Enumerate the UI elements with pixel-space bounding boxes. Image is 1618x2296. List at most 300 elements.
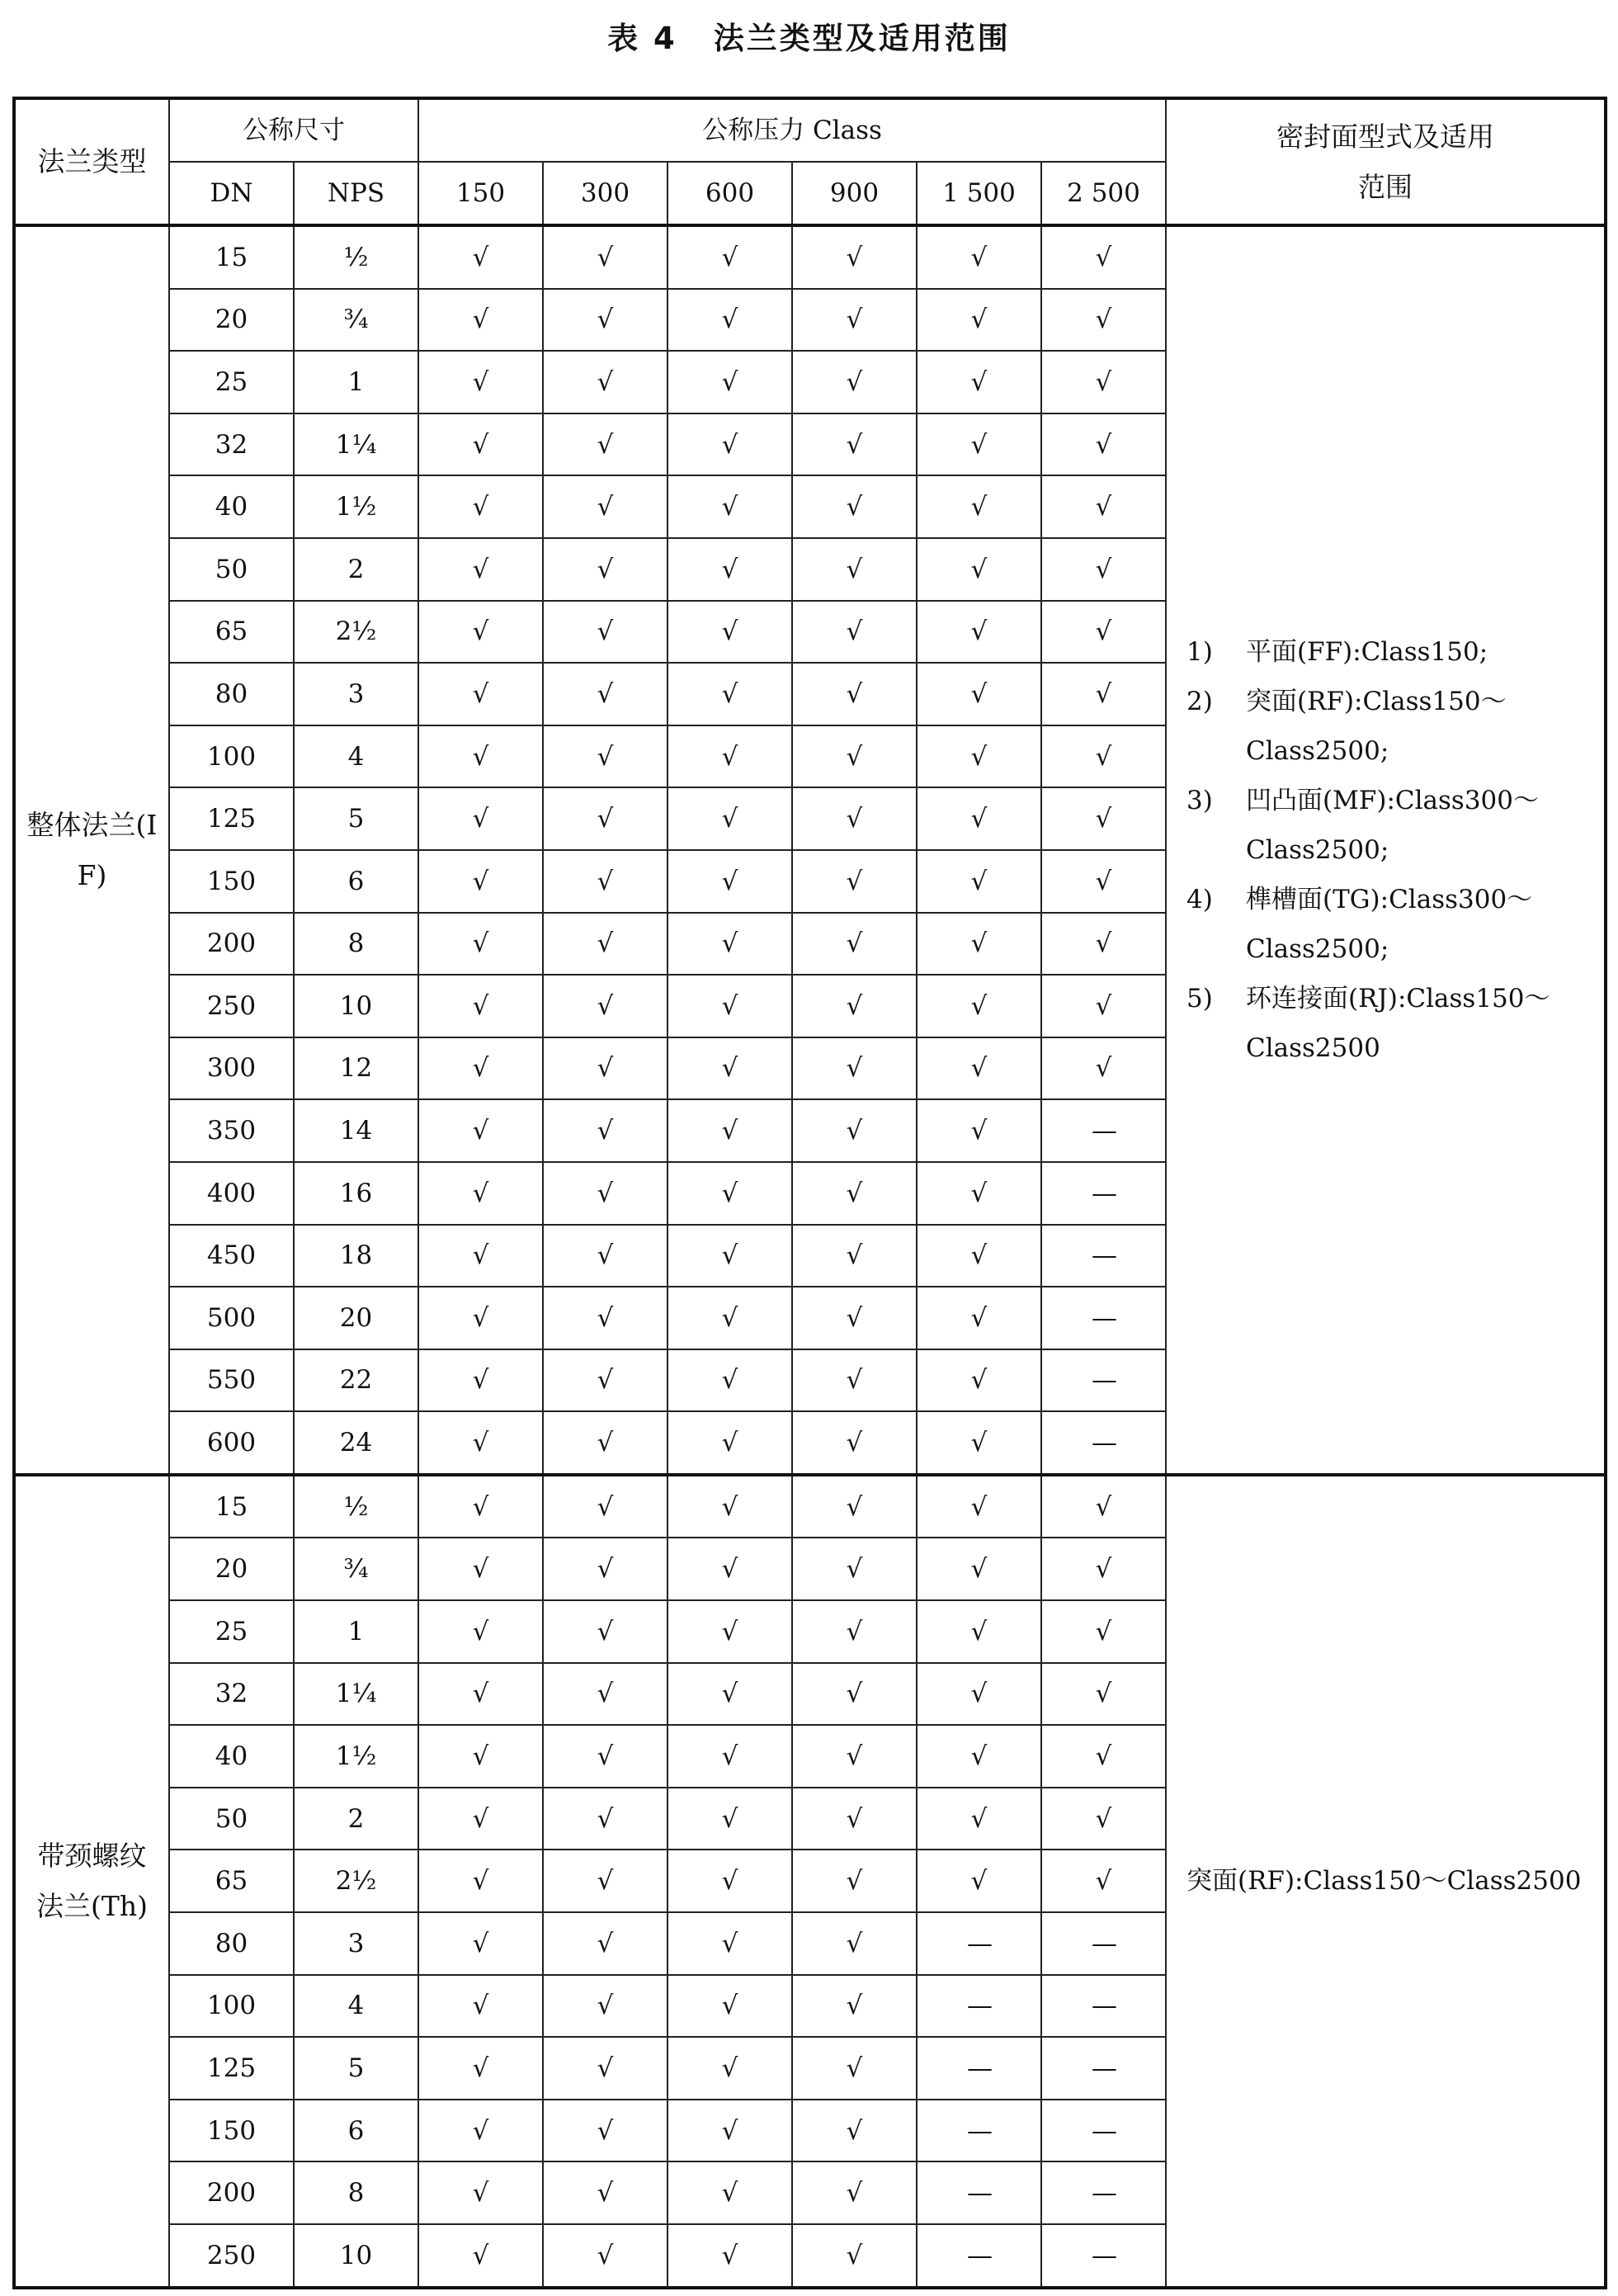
dn-cell: 20	[169, 289, 294, 352]
nps-cell: 2	[294, 538, 418, 601]
applicable-check-mark: √	[667, 1037, 792, 1100]
applicable-check-mark: √	[543, 1349, 667, 1412]
applicable-check-mark: √	[1041, 1850, 1166, 1912]
nps-cell: 10	[294, 2224, 418, 2288]
dn-cell: 32	[169, 413, 294, 476]
applicable-check-mark: √	[543, 1099, 667, 1162]
applicable-check-mark: √	[543, 1287, 667, 1349]
applicable-check-mark: √	[792, 1912, 917, 1975]
applicable-check-mark: √	[1041, 1600, 1166, 1663]
applicable-check-mark: √	[543, 225, 667, 289]
applicable-check-mark: √	[543, 538, 667, 601]
applicable-check-mark: √	[543, 1663, 667, 1726]
not-applicable-mark: —	[1041, 1975, 1166, 2038]
applicable-check-mark: √	[667, 601, 792, 664]
nps-cell: 8	[294, 2161, 418, 2224]
applicable-check-mark: √	[418, 1475, 543, 1538]
nps-cell: 2½	[294, 601, 418, 664]
applicable-check-mark: √	[1041, 850, 1166, 913]
applicable-check-mark: √	[667, 787, 792, 850]
applicable-check-mark: √	[418, 787, 543, 850]
applicable-check-mark: √	[418, 2100, 543, 2162]
applicable-check-mark: √	[1041, 538, 1166, 601]
seal-item-text: 凹凸面(MF):Class300～Class2500;	[1246, 785, 1539, 865]
dn-cell: 50	[169, 1788, 294, 1850]
applicable-check-mark: √	[917, 1411, 1041, 1475]
nominal-pressure-header: 公称压力 Class	[418, 98, 1166, 162]
nps-cell: 1¼	[294, 413, 418, 476]
class-header: 600	[667, 162, 792, 225]
seal-scope-item	[1186, 677, 1592, 776]
applicable-check-mark: √	[917, 1162, 1041, 1225]
dn-cell: 25	[169, 1600, 294, 1663]
nps-cell: 6	[294, 2100, 418, 2162]
applicable-check-mark: √	[543, 913, 667, 976]
dn-cell: 40	[169, 1725, 294, 1788]
applicable-check-mark: √	[667, 2224, 792, 2288]
applicable-check-mark: √	[667, 1225, 792, 1287]
applicable-check-mark: √	[667, 663, 792, 725]
applicable-check-mark: √	[792, 351, 917, 413]
applicable-check-mark: √	[917, 975, 1041, 1037]
not-applicable-mark: —	[1041, 1411, 1166, 1475]
dn-cell: 20	[169, 1538, 294, 1600]
seal-scope-list	[1186, 627, 1592, 1073]
seal-item-number: 3)	[1186, 785, 1213, 815]
applicable-check-mark: √	[543, 1037, 667, 1100]
applicable-check-mark: √	[792, 1099, 917, 1162]
applicable-check-mark: √	[543, 1725, 667, 1788]
applicable-check-mark: √	[917, 1788, 1041, 1850]
applicable-check-mark: √	[792, 601, 917, 664]
dn-cell: 250	[169, 975, 294, 1037]
applicable-check-mark: √	[1041, 1788, 1166, 1850]
class-header: 2 500	[1041, 162, 1166, 225]
applicable-check-mark: √	[418, 975, 543, 1037]
applicable-check-mark: √	[792, 1850, 917, 1912]
applicable-check-mark: √	[543, 475, 667, 538]
dn-cell: 25	[169, 351, 294, 413]
applicable-check-mark: √	[667, 1788, 792, 1850]
applicable-check-mark: √	[917, 225, 1041, 289]
nps-cell: 10	[294, 975, 418, 1037]
seal-scope-item	[1186, 627, 1592, 677]
not-applicable-mark: —	[1041, 2161, 1166, 2224]
dn-cell: 400	[169, 1162, 294, 1225]
applicable-check-mark: √	[543, 1225, 667, 1287]
applicable-check-mark: √	[792, 289, 917, 352]
applicable-check-mark: √	[1041, 413, 1166, 476]
applicable-check-mark: √	[418, 663, 543, 725]
seal-item-text: 突面(RF):Class150～Class2500	[1186, 1866, 1582, 1897]
not-applicable-mark: —	[917, 1912, 1041, 1975]
applicable-check-mark: √	[667, 913, 792, 976]
applicable-check-mark: √	[418, 351, 543, 413]
applicable-check-mark: √	[418, 1788, 543, 1850]
table-caption	[0, 7, 1618, 64]
applicable-check-mark: √	[418, 1725, 543, 1788]
seal-item-text: 榫槽面(TG):Class300～Class2500;	[1246, 884, 1533, 964]
applicable-check-mark: √	[667, 413, 792, 476]
applicable-check-mark: √	[917, 1475, 1041, 1538]
dn-cell: 80	[169, 663, 294, 725]
applicable-check-mark: √	[1041, 351, 1166, 413]
nps-cell: 4	[294, 1975, 418, 2038]
applicable-check-mark: √	[543, 975, 667, 1037]
applicable-check-mark: √	[792, 1788, 917, 1850]
dn-cell: 150	[169, 850, 294, 913]
applicable-check-mark: √	[543, 1475, 667, 1538]
applicable-check-mark: √	[667, 1663, 792, 1726]
class-header: 300	[543, 162, 667, 225]
not-applicable-mark: —	[917, 2224, 1041, 2288]
applicable-check-mark: √	[667, 2161, 792, 2224]
applicable-check-mark: √	[792, 975, 917, 1037]
applicable-check-mark: √	[792, 538, 917, 601]
applicable-check-mark: √	[917, 1725, 1041, 1788]
seal-item-number: 1)	[1186, 636, 1213, 667]
applicable-check-mark: √	[917, 1663, 1041, 1726]
dn-cell: 150	[169, 2100, 294, 2162]
applicable-check-mark: √	[792, 1475, 917, 1538]
applicable-check-mark: √	[1041, 663, 1166, 725]
applicable-check-mark: √	[792, 1975, 917, 2038]
applicable-check-mark: √	[543, 2224, 667, 2288]
applicable-check-mark: √	[667, 1538, 792, 1600]
applicable-check-mark: √	[667, 1850, 792, 1912]
dn-cell: 450	[169, 1225, 294, 1287]
applicable-check-mark: √	[917, 1850, 1041, 1912]
applicable-check-mark: √	[418, 601, 543, 664]
applicable-check-mark: √	[418, 475, 543, 538]
applicable-check-mark: √	[792, 850, 917, 913]
not-applicable-mark: —	[917, 2161, 1041, 2224]
dn-cell: 50	[169, 538, 294, 601]
nps-cell: 18	[294, 1225, 418, 1287]
applicable-check-mark: √	[792, 913, 917, 976]
not-applicable-mark: —	[1041, 1287, 1166, 1349]
applicable-check-mark: √	[917, 913, 1041, 976]
applicable-check-mark: √	[543, 725, 667, 788]
applicable-check-mark: √	[792, 1411, 917, 1475]
applicable-check-mark: √	[917, 725, 1041, 788]
seal-scope-item	[1186, 776, 1592, 875]
applicable-check-mark: √	[667, 975, 792, 1037]
applicable-check-mark: √	[917, 601, 1041, 664]
nps-cell: 1½	[294, 475, 418, 538]
not-applicable-mark: —	[1041, 2224, 1166, 2288]
not-applicable-mark: —	[1041, 1162, 1166, 1225]
applicable-check-mark: √	[667, 850, 792, 913]
nps-cell: 1¼	[294, 1663, 418, 1726]
applicable-check-mark: √	[418, 1411, 543, 1475]
applicable-check-mark: √	[667, 1975, 792, 2038]
applicable-check-mark: √	[792, 787, 917, 850]
applicable-check-mark: √	[792, 1287, 917, 1349]
dn-cell: 15	[169, 1475, 294, 1538]
applicable-check-mark: √	[792, 1538, 917, 1600]
applicable-check-mark: √	[418, 2224, 543, 2288]
dn-cell: 15	[169, 225, 294, 289]
applicable-check-mark: √	[792, 413, 917, 476]
applicable-check-mark: √	[543, 1162, 667, 1225]
applicable-check-mark: √	[418, 1975, 543, 2038]
applicable-check-mark: √	[917, 351, 1041, 413]
nps-cell: 12	[294, 1037, 418, 1100]
seal-scope-cell	[1166, 225, 1606, 1475]
nps-cell: 22	[294, 1349, 418, 1412]
applicable-check-mark: √	[917, 1287, 1041, 1349]
seal-header: 密封面型式及适用范围	[1166, 98, 1606, 225]
applicable-check-mark: √	[667, 1349, 792, 1412]
applicable-check-mark: √	[418, 850, 543, 913]
applicable-check-mark: √	[792, 2224, 917, 2288]
applicable-check-mark: √	[418, 1287, 543, 1349]
seal-item-text: 环连接面(RJ):Class150～Class2500	[1246, 983, 1550, 1063]
applicable-check-mark: √	[418, 413, 543, 476]
not-applicable-mark: —	[1041, 1349, 1166, 1412]
nps-cell: 1	[294, 351, 418, 413]
nps-cell: 20	[294, 1287, 418, 1349]
applicable-check-mark: √	[917, 787, 1041, 850]
nps-cell: 2½	[294, 1850, 418, 1912]
applicable-check-mark: √	[917, 1225, 1041, 1287]
dn-cell: 200	[169, 2161, 294, 2224]
seal-item-number: 4)	[1186, 884, 1213, 914]
applicable-check-mark: √	[543, 1912, 667, 1975]
not-applicable-mark: —	[1041, 2037, 1166, 2100]
applicable-check-mark: √	[543, 663, 667, 725]
not-applicable-mark: —	[917, 1975, 1041, 2038]
applicable-check-mark: √	[543, 787, 667, 850]
applicable-check-mark: √	[917, 1600, 1041, 1663]
dn-cell: 200	[169, 913, 294, 976]
nps-cell: 5	[294, 2037, 418, 2100]
flange-type-cell: 带颈螺纹法兰(Th)	[14, 1475, 169, 2288]
applicable-check-mark: √	[418, 1850, 543, 1912]
not-applicable-mark: —	[1041, 1099, 1166, 1162]
nps-cell: 24	[294, 1411, 418, 1475]
applicable-check-mark: √	[1041, 975, 1166, 1037]
table-title: 法兰类型及适用范围	[713, 21, 1011, 56]
dn-cell: 65	[169, 601, 294, 664]
nps-cell: ¾	[294, 289, 418, 352]
applicable-check-mark: √	[792, 1600, 917, 1663]
table-row	[14, 1475, 1606, 1538]
class-header: 900	[792, 162, 917, 225]
applicable-check-mark: √	[543, 2161, 667, 2224]
nps-cell: 2	[294, 1788, 418, 1850]
applicable-check-mark: √	[667, 1912, 792, 1975]
applicable-check-mark: √	[418, 2161, 543, 2224]
seal-item-number: 5)	[1186, 983, 1213, 1013]
nominal-size-header: 公称尺寸	[169, 98, 418, 162]
threaded-flange-section	[14, 1475, 1606, 2288]
applicable-check-mark: √	[543, 1850, 667, 1912]
applicable-check-mark: √	[1041, 1475, 1166, 1538]
applicable-check-mark: √	[792, 1725, 917, 1788]
applicable-check-mark: √	[917, 1538, 1041, 1600]
applicable-check-mark: √	[792, 1162, 917, 1225]
applicable-check-mark: √	[667, 225, 792, 289]
dn-cell: 500	[169, 1287, 294, 1349]
applicable-check-mark: √	[917, 1099, 1041, 1162]
applicable-check-mark: √	[667, 725, 792, 788]
class-header: 150	[418, 162, 543, 225]
applicable-check-mark: √	[792, 2161, 917, 2224]
header-row-1	[14, 98, 1606, 162]
nps-cell: 6	[294, 850, 418, 913]
dn-cell: 600	[169, 1411, 294, 1475]
applicable-check-mark: √	[792, 1225, 917, 1287]
table-number: 表 4	[607, 21, 677, 56]
dn-cell: 80	[169, 1912, 294, 1975]
applicable-check-mark: √	[1041, 289, 1166, 352]
applicable-check-mark: √	[917, 663, 1041, 725]
applicable-check-mark: √	[792, 2100, 917, 2162]
applicable-check-mark: √	[667, 1475, 792, 1538]
applicable-check-mark: √	[1041, 601, 1166, 664]
applicable-check-mark: √	[1041, 725, 1166, 788]
applicable-check-mark: √	[917, 538, 1041, 601]
applicable-check-mark: √	[543, 351, 667, 413]
applicable-check-mark: √	[543, 289, 667, 352]
flange-type-cell: 整体法兰(IF)	[14, 225, 169, 1475]
applicable-check-mark: √	[1041, 225, 1166, 289]
applicable-check-mark: √	[667, 1725, 792, 1788]
nps-cell: ¾	[294, 1538, 418, 1600]
applicable-check-mark: √	[418, 1663, 543, 1726]
applicable-check-mark: √	[1041, 787, 1166, 850]
dn-cell: 350	[169, 1099, 294, 1162]
applicable-check-mark: √	[1041, 475, 1166, 538]
applicable-check-mark: √	[667, 289, 792, 352]
applicable-check-mark: √	[667, 1287, 792, 1349]
seal-scope-item	[1186, 974, 1592, 1073]
dn-cell: 125	[169, 2037, 294, 2100]
applicable-check-mark: √	[917, 413, 1041, 476]
not-applicable-mark: —	[1041, 2100, 1166, 2162]
applicable-check-mark: √	[667, 351, 792, 413]
seal-scope-item	[1186, 1856, 1592, 1906]
table-row	[14, 225, 1606, 289]
integral-flange-section	[14, 225, 1606, 1475]
nps-cell: 1½	[294, 1725, 418, 1788]
applicable-check-mark: √	[792, 1663, 917, 1726]
nps-cell: 14	[294, 1099, 418, 1162]
applicable-check-mark: √	[543, 1788, 667, 1850]
dn-cell: 300	[169, 1037, 294, 1100]
nps-cell: 4	[294, 725, 418, 788]
applicable-check-mark: √	[418, 1037, 543, 1100]
dn-cell: 40	[169, 475, 294, 538]
applicable-check-mark: √	[792, 225, 917, 289]
applicable-check-mark: √	[543, 413, 667, 476]
applicable-check-mark: √	[667, 1600, 792, 1663]
dn-cell: 125	[169, 787, 294, 850]
applicable-check-mark: √	[418, 2037, 543, 2100]
nps-cell: ½	[294, 225, 418, 289]
applicable-check-mark: √	[418, 725, 543, 788]
applicable-check-mark: √	[917, 850, 1041, 913]
dn-cell: 100	[169, 725, 294, 788]
nps-cell: ½	[294, 1475, 418, 1538]
applicable-check-mark: √	[418, 538, 543, 601]
dn-cell: 65	[169, 1850, 294, 1912]
applicable-check-mark: √	[917, 475, 1041, 538]
applicable-check-mark: √	[792, 663, 917, 725]
class-header: 1 500	[917, 162, 1041, 225]
applicable-check-mark: √	[543, 2037, 667, 2100]
applicable-check-mark: √	[543, 850, 667, 913]
applicable-check-mark: √	[1041, 1663, 1166, 1726]
dn-header: DN	[169, 162, 294, 225]
applicable-check-mark: √	[1041, 913, 1166, 976]
seal-item-text: 平面(FF):Class150;	[1246, 636, 1488, 667]
applicable-check-mark: √	[418, 289, 543, 352]
dn-cell: 250	[169, 2224, 294, 2288]
applicable-check-mark: √	[667, 1411, 792, 1475]
not-applicable-mark: —	[1041, 1912, 1166, 1975]
not-applicable-mark: —	[1041, 1225, 1166, 1287]
applicable-check-mark: √	[667, 1162, 792, 1225]
applicable-check-mark: √	[1041, 1538, 1166, 1600]
nps-cell: 3	[294, 1912, 418, 1975]
applicable-check-mark: √	[667, 2100, 792, 2162]
applicable-check-mark: √	[917, 1349, 1041, 1412]
applicable-check-mark: √	[418, 1349, 543, 1412]
applicable-check-mark: √	[418, 225, 543, 289]
applicable-check-mark: √	[418, 1912, 543, 1975]
nps-cell: 8	[294, 913, 418, 976]
seal-item-text: 突面(RF):Class150～Class2500;	[1246, 686, 1507, 766]
applicable-check-mark: √	[418, 1538, 543, 1600]
applicable-check-mark: √	[543, 1411, 667, 1475]
nps-cell: 5	[294, 787, 418, 850]
applicable-check-mark: √	[667, 2037, 792, 2100]
applicable-check-mark: √	[543, 601, 667, 664]
nps-cell: 3	[294, 663, 418, 725]
applicable-check-mark: √	[667, 538, 792, 601]
nps-cell: 16	[294, 1162, 418, 1225]
applicable-check-mark: √	[792, 2037, 917, 2100]
applicable-check-mark: √	[1041, 1037, 1166, 1100]
flange-type-header: 法兰类型	[14, 98, 169, 225]
dn-cell: 550	[169, 1349, 294, 1412]
dn-cell: 32	[169, 1663, 294, 1726]
applicable-check-mark: √	[543, 1538, 667, 1600]
dn-cell: 100	[169, 1975, 294, 2038]
applicable-check-mark: √	[543, 2100, 667, 2162]
flange-table	[12, 97, 1607, 2289]
seal-item-number: 2)	[1186, 686, 1213, 716]
applicable-check-mark: √	[667, 1099, 792, 1162]
nps-cell: 1	[294, 1600, 418, 1663]
applicable-check-mark: √	[792, 475, 917, 538]
applicable-check-mark: √	[792, 725, 917, 788]
applicable-check-mark: √	[418, 1162, 543, 1225]
applicable-check-mark: √	[418, 1099, 543, 1162]
applicable-check-mark: √	[1041, 1725, 1166, 1788]
seal-scope-list	[1186, 1856, 1592, 1906]
applicable-check-mark: √	[792, 1037, 917, 1100]
applicable-check-mark: √	[418, 913, 543, 976]
nps-header: NPS	[294, 162, 418, 225]
applicable-check-mark: √	[543, 1600, 667, 1663]
applicable-check-mark: √	[792, 1349, 917, 1412]
applicable-check-mark: √	[418, 1600, 543, 1663]
applicable-check-mark: √	[667, 475, 792, 538]
